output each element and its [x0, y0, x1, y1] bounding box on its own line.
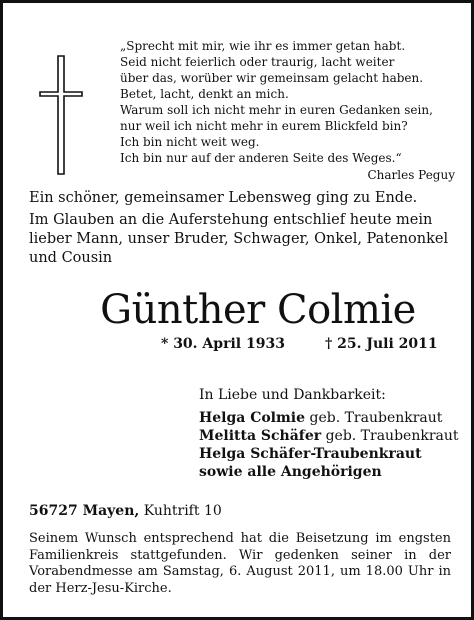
- poem-line: Ich bin nicht weit weg.: [120, 135, 260, 149]
- mourner-entry: [199, 445, 459, 463]
- address-city: 56727 Mayen,: [29, 503, 140, 519]
- mourners-block: [199, 386, 459, 481]
- poem-line: über das, worüber wir gemeinsam gelacht haben.: [120, 71, 424, 85]
- mourner-entry: [199, 409, 459, 427]
- mourner-name: Helga Schäfer-Traubenkraut: [199, 446, 422, 462]
- intro-line: lieber Mann, unser Bruder, Schwager, Onkel, Patenonkel: [29, 231, 449, 247]
- poem-line: Ich bin nur auf der anderen Seite des Weges.“: [120, 151, 402, 165]
- mourner-note: geb. Traubenkraut: [321, 428, 459, 444]
- address-street: Kuhtrift 10: [139, 503, 222, 519]
- mourners-heading: In Liebe und Dankbarkeit:: [199, 387, 386, 403]
- funeral-notice: Seinem Wunsch entsprechend hat die Beisetzung im engsten Familienkreis stattgefunden. Wir gedenken seiner in der Vorabendmesse am Samstag, 6. August 2011, um 18.00 Uhr in der Herz-Jesu-Kirche.: [29, 531, 451, 596]
- address: [29, 502, 222, 520]
- death-date: † 25. Juli 2011: [324, 336, 438, 352]
- poem-author: Charles Peguy: [367, 168, 455, 182]
- intro-line: Ein schöner, gemeinsamer Lebensweg ging zu Ende.: [29, 190, 418, 206]
- intro-text: [29, 189, 454, 268]
- poem-line: Seid nicht feierlich oder traurig, lacht weiter: [120, 55, 395, 69]
- mourner-entry: [199, 463, 459, 481]
- mourner-name: sowie alle Angehörigen: [199, 464, 382, 480]
- poem-line: nur weil ich nicht mehr in eurem Blickfeld bin?: [120, 119, 408, 133]
- cross-icon: [39, 55, 83, 175]
- mourner-name: Melitta Schäfer: [199, 428, 322, 444]
- poem-line: „Sprecht mit mir, wie ihr es immer getan habt.: [120, 39, 406, 53]
- birth-date: * 30. April 1933: [161, 336, 285, 352]
- poem-quote: [120, 38, 455, 183]
- intro-line: Im Glauben an die Auferstehung entschlief heute mein: [29, 212, 433, 228]
- poem-line: Warum soll ich nicht mehr in euren Gedanken sein,: [120, 103, 433, 117]
- intro-line: und Cousin: [29, 250, 113, 266]
- life-dates: [161, 334, 438, 354]
- poem-line: Betet, lacht, denkt an mich.: [120, 87, 289, 101]
- mourner-name: Helga Colmie: [199, 410, 306, 426]
- deceased-name: Günther Colmie: [100, 287, 416, 333]
- mourner-entry: [199, 427, 459, 445]
- mourner-note: geb. Traubenkraut: [305, 410, 443, 426]
